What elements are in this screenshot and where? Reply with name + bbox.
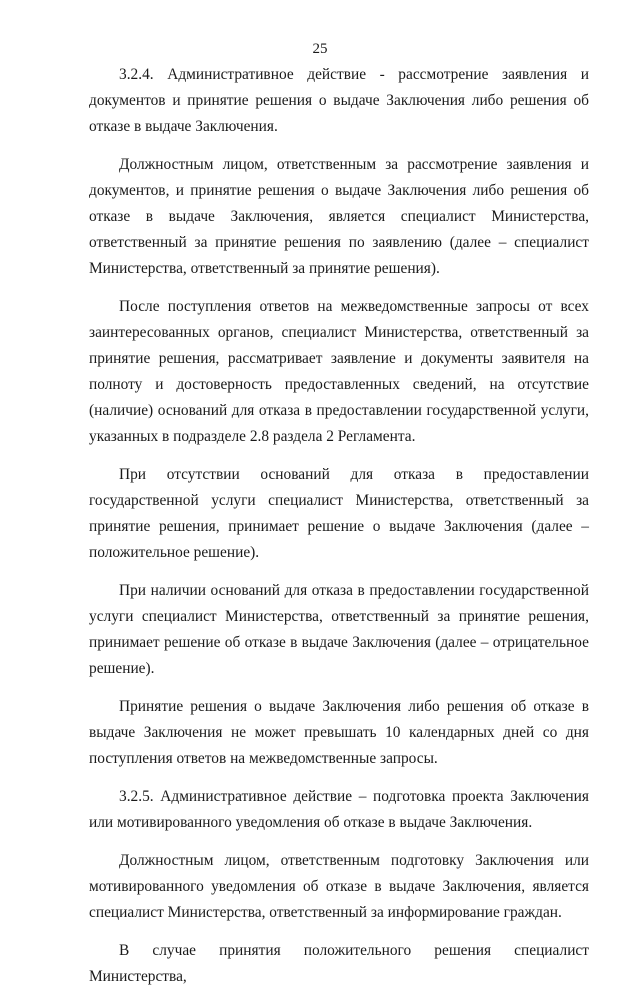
paragraph-decision-term: Принятие решения о выдаче Заключения либо решения об отказе в выдаче Заключения не может превышать 10 календарных дней со дня поступления ответов на межведомственные запросы. <box>89 698 589 767</box>
paragraph-responsible-official: Должностным лицом, ответственным за рассмотрение заявления и документов, и принятие решения о выдаче Заключения либо решения об отказе в выдаче Заключения, является специалист Министерства, ответственный за принятие решения по заявлению (далее – специалист Министерства, ответственный за принятие решения). <box>89 156 589 277</box>
paragraph-after-responses: После поступления ответов на межведомственные запросы от всех заинтересованных органов, специалист Министерства, ответственный за принятие решения, рассматривает заявление и документы заявителя на полноту и достоверность предоставленных сведений, на отсутствие (наличие) оснований для отказа в предоставлении государственной услуги, указанных в подразделе 2.8 раздела 2 Регламента. <box>89 298 589 445</box>
page-number: 25 <box>312 41 328 57</box>
paragraph-positive-decision: При отсутствии оснований для отказа в предоставлении государственной услуги специалист Министерства, ответственный за принятие решения, принимает решение о выдаче Заключения (далее – положительное решение). <box>89 466 589 561</box>
paragraph-positive-case: В случае принятия положительного решения специалист Министерства, <box>89 942 589 985</box>
paragraph-negative-decision: При наличии оснований для отказа в предоставлении государственной услуги специалист Министерства, ответственный за принятие решения, принимает решение об отказе в выдаче Заключения (далее – отрицательное решение). <box>89 582 589 677</box>
paragraph-3-2-4-heading: 3.2.4. Административное действие - рассмотрение заявления и документов и принятие решения о выдаче Заключения либо решения об отказе в выдаче Заключения. <box>89 66 589 135</box>
document-body <box>89 62 589 990</box>
paragraph-preparation-official: Должностным лицом, ответственным подготовку Заключения или мотивированного уведомления об отказе в выдаче Заключения, является специалист Министерства, ответственный за информирование граждан. <box>89 852 589 921</box>
paragraph-3-2-5-heading: 3.2.5. Административное действие – подготовка проекта Заключения или мотивированного уведомления об отказе в выдаче Заключения. <box>89 788 589 831</box>
